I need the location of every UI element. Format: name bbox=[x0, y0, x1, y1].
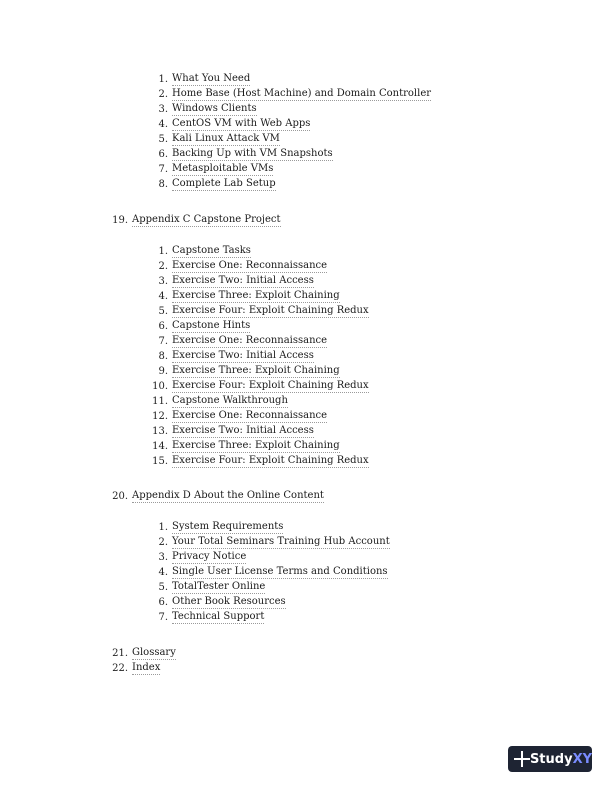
toc-link[interactable]: TotalTester Online bbox=[172, 581, 266, 592]
toc-link[interactable]: Other Book Resources bbox=[172, 596, 286, 607]
list-item: 12. Exercise One: Reconnaissance bbox=[152, 410, 328, 422]
toc-link[interactable]: Exercise Four: Exploit Chaining Redux bbox=[172, 455, 369, 466]
list-item: 6. Capstone Hints bbox=[158, 320, 251, 332]
toc-link[interactable]: Capstone Hints bbox=[172, 320, 251, 331]
toc-link[interactable]: Exercise Four: Exploit Chaining Redux bbox=[172, 305, 369, 316]
appendix-c-entry bbox=[0, 213, 612, 228]
toc-link[interactable]: Windows Clients bbox=[172, 103, 257, 114]
list-item: 2. Your Total Seminars Training Hub Account bbox=[158, 536, 390, 548]
list-item: 3. Windows Clients bbox=[158, 103, 257, 115]
toc-link[interactable]: Privacy Notice bbox=[172, 551, 247, 562]
list-item: 20. Appendix D About the Online Content bbox=[112, 490, 324, 502]
list-item: 7. Metasploitable VMs bbox=[158, 163, 274, 175]
toc-link[interactable]: Backing Up with VM Snapshots bbox=[172, 148, 333, 159]
studyxy-badge[interactable] bbox=[508, 746, 592, 772]
toc-link-glossary[interactable]: Glossary bbox=[132, 647, 176, 658]
toc-link[interactable]: Complete Lab Setup bbox=[172, 178, 276, 189]
lab-setup-list bbox=[0, 72, 612, 192]
list-item: 4. CentOS VM with Web Apps bbox=[158, 118, 311, 130]
toc-link[interactable]: Capstone Walkthrough bbox=[172, 395, 288, 406]
list-item: 8. Complete Lab Setup bbox=[158, 178, 276, 190]
list-item: 1. What You Need bbox=[158, 73, 251, 85]
toc-link[interactable]: Single User License Terms and Conditions bbox=[172, 566, 388, 577]
online-content-list bbox=[0, 520, 612, 625]
list-item: 1. System Requirements bbox=[158, 521, 284, 533]
list-item: 9. Exercise Three: Exploit Chaining bbox=[158, 365, 340, 377]
list-item: 6. Other Book Resources bbox=[158, 596, 286, 608]
list-item: 2. Home Base (Host Machine) and Domain Controller bbox=[158, 88, 432, 100]
toc-link[interactable]: Appendix D About the Online Content bbox=[132, 490, 324, 501]
list-item: 13. Exercise Two: Initial Access bbox=[152, 425, 314, 437]
toc-link[interactable]: Appendix C Capstone Project bbox=[132, 214, 281, 225]
list-item: 3. Privacy Notice bbox=[158, 551, 247, 563]
toc-link[interactable]: CentOS VM with Web Apps bbox=[172, 118, 311, 129]
list-item: 2. Exercise One: Reconnaissance bbox=[158, 260, 328, 272]
plus-icon bbox=[514, 751, 524, 767]
list-item: 8. Exercise Two: Initial Access bbox=[158, 350, 314, 362]
toc-link[interactable]: Exercise Two: Initial Access bbox=[172, 350, 314, 361]
list-item: 7. Technical Support bbox=[158, 611, 265, 623]
list-item: 4. Single User License Terms and Conditions bbox=[158, 566, 388, 578]
toc-link[interactable]: Capstone Tasks bbox=[172, 245, 251, 256]
list-item: 22. Index bbox=[112, 662, 161, 674]
list-item: 6. Backing Up with VM Snapshots bbox=[158, 148, 333, 160]
list-item: 10. Exercise Four: Exploit Chaining Redux bbox=[152, 380, 369, 392]
toc-link[interactable]: Home Base (Host Machine) and Domain Controller bbox=[172, 88, 432, 99]
toc-link[interactable]: Exercise Three: Exploit Chaining bbox=[172, 290, 340, 301]
list-item: 5. Kali Linux Attack VM bbox=[158, 133, 280, 145]
toc-link-index[interactable]: Index bbox=[132, 662, 161, 673]
toc-link[interactable]: Your Total Seminars Training Hub Account bbox=[172, 536, 390, 547]
appendix-d-entry bbox=[0, 489, 612, 504]
toc-link[interactable]: Technical Support bbox=[172, 611, 265, 622]
list-item: 5. TotalTester Online bbox=[158, 581, 266, 593]
list-item: 7. Exercise One: Reconnaissance bbox=[158, 335, 328, 347]
toc-link[interactable]: Exercise Three: Exploit Chaining bbox=[172, 440, 340, 451]
list-item: 15. Exercise Four: Exploit Chaining Redux bbox=[152, 455, 369, 467]
toc-link[interactable]: Exercise One: Reconnaissance bbox=[172, 260, 328, 271]
list-item: 19. Appendix C Capstone Project bbox=[112, 214, 281, 226]
toc-link[interactable]: Metasploitable VMs bbox=[172, 163, 274, 174]
toc-link[interactable]: Exercise Two: Initial Access bbox=[172, 425, 314, 436]
toc-link[interactable]: Exercise One: Reconnaissance bbox=[172, 335, 328, 346]
list-item: 21. Glossary bbox=[112, 647, 176, 659]
toc-link[interactable]: System Requirements bbox=[172, 521, 284, 532]
toc-link[interactable]: Exercise One: Reconnaissance bbox=[172, 410, 328, 421]
list-item: 1. Capstone Tasks bbox=[158, 245, 251, 257]
list-item: 14. Exercise Three: Exploit Chaining bbox=[152, 440, 340, 452]
list-item: 4. Exercise Three: Exploit Chaining bbox=[158, 290, 340, 302]
list-item: 5. Exercise Four: Exploit Chaining Redux bbox=[158, 305, 369, 317]
list-item: 11. Capstone Walkthrough bbox=[152, 395, 288, 407]
toc-link[interactable]: Exercise Two: Initial Access bbox=[172, 275, 314, 286]
brand-name: StudyXY bbox=[529, 751, 592, 767]
end-matter-list bbox=[0, 646, 612, 676]
toc-link[interactable]: Kali Linux Attack VM bbox=[172, 133, 280, 144]
toc-link[interactable]: Exercise Four: Exploit Chaining Redux bbox=[172, 380, 369, 391]
list-item: 3. Exercise Two: Initial Access bbox=[158, 275, 314, 287]
capstone-list bbox=[0, 244, 612, 469]
toc-link[interactable]: What You Need bbox=[172, 73, 251, 84]
toc-link[interactable]: Exercise Three: Exploit Chaining bbox=[172, 365, 340, 376]
